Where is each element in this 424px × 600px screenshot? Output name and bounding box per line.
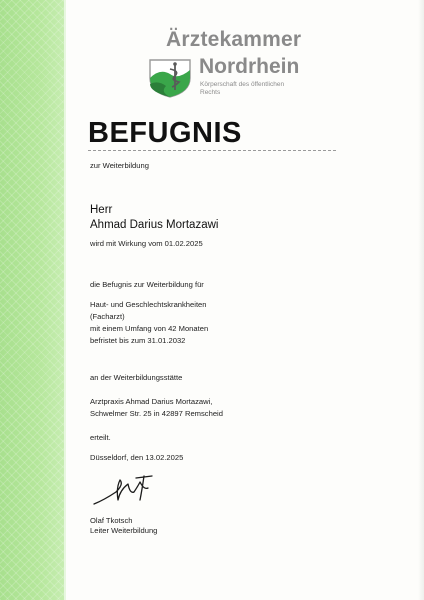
organization-name-line2: Nordrhein (199, 55, 300, 78)
validity-line: befristet bis zum 31.01.2032 (90, 336, 186, 345)
institution-address: Schwelmer Str. 25 in 42897 Remscheid (90, 409, 223, 418)
document-subtitle: zur Weiterbildung (90, 161, 149, 170)
institution-intro: an der Weiterbildungsstätte (90, 373, 183, 382)
grant-line: die Befugnis zur Weiterbildung für (90, 280, 204, 289)
organization-subtitle: Körperschaft des öffentlichen Rechts (200, 81, 285, 96)
signatory-title: Leiter Weiterbildung (90, 526, 158, 535)
place-date: Düsseldorf, den 13.02.2025 (90, 453, 184, 462)
effective-date-line: wird mit Wirkung vom 01.02.2025 (90, 239, 203, 248)
institution-name: Arztpraxis Ahmad Darius Mortazawi, (90, 397, 213, 406)
salutation: Herr (90, 204, 113, 216)
recipient-name: Ahmad Darius Mortazawi (90, 219, 219, 231)
signatory-name: Olaf Tkotsch (90, 516, 133, 525)
page-edge-shadow (418, 0, 424, 600)
granted-text: erteilt. (90, 433, 111, 442)
title-divider (88, 150, 336, 151)
organization-logo (148, 28, 302, 108)
specialty-qualifier: (Facharzt) (90, 312, 125, 321)
document-title: BEFUGNIS (88, 117, 242, 149)
decorative-green-band (0, 0, 66, 600)
signature (90, 470, 162, 510)
organization-name-line1: Ärztekammer (166, 28, 302, 51)
shield-icon (148, 58, 192, 98)
scope-line: mit einem Umfang von 42 Monaten (90, 324, 209, 333)
specialty-line: Haut- und Geschlechtskrankheiten (90, 300, 207, 309)
